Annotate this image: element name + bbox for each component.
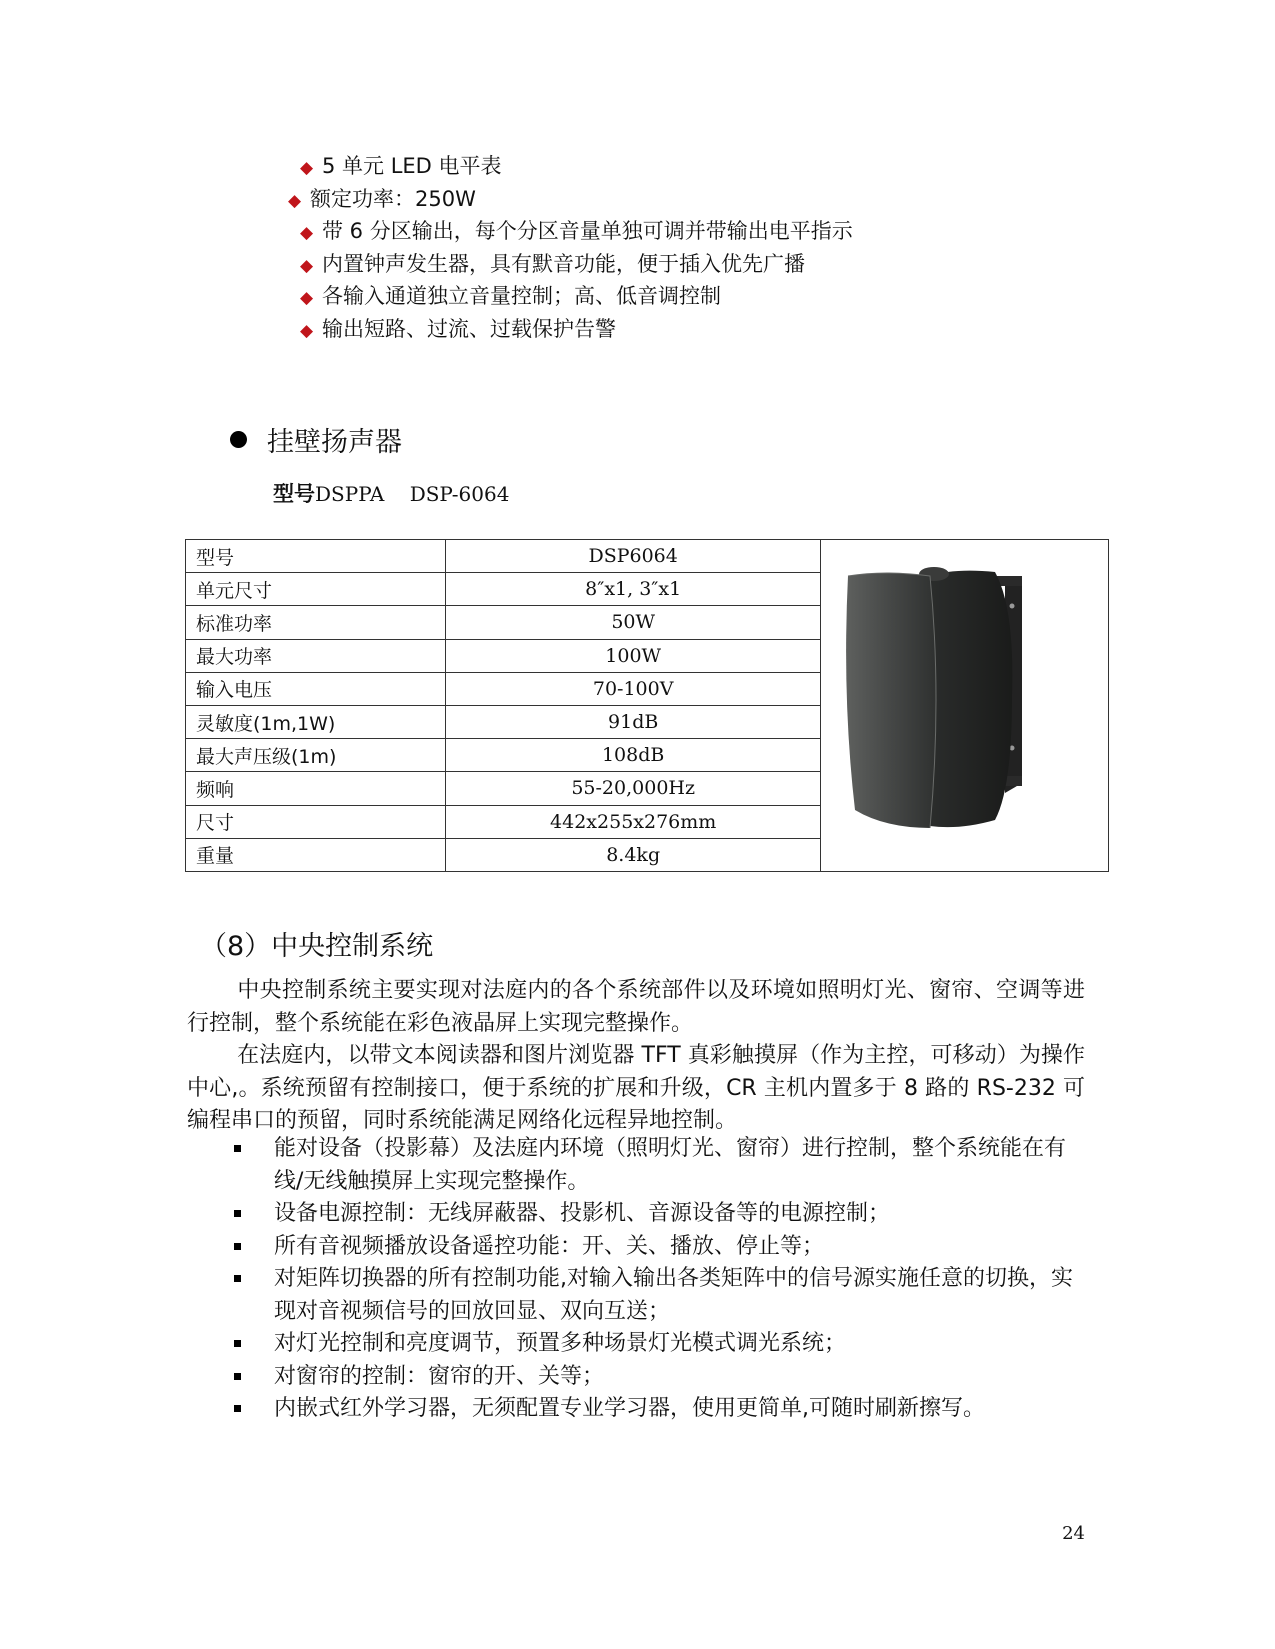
spec-value: 100W: [445, 639, 821, 672]
round-bullet-icon: [230, 431, 247, 448]
speaker-image: [830, 548, 1100, 858]
paragraph: 中央控制系统主要实现对法庭内的各个系统部件以及环境如照明灯光、窗帘、空调等进行控制，整个系统能在彩色液晶屏上实现完整操作。: [187, 978, 1085, 1036]
table-row: [186, 540, 1109, 573]
spec-key: 重量: [186, 838, 446, 871]
spec-key: 最大声压级(1m): [186, 739, 446, 772]
diamond-bullet-icon: ◆: [300, 223, 314, 243]
spec-value: 91dB: [445, 705, 821, 738]
square-bullet-icon: [234, 1405, 241, 1412]
square-bullet-icon: [234, 1243, 241, 1250]
spec-key: 单元尺寸: [186, 573, 446, 606]
list-item: 所有音视频播放设备遥控功能：开、关、播放、停止等；: [232, 1231, 1086, 1264]
paragraph: 在法庭内，以带文本阅读器和图片浏览器 TFT 真彩触摸屏（作为主控，可移动）为操作中心,。系统预留有控制接口，便于系统的扩展和升级，CR 主机内置多于 8 路的 RS-232 可编程串口的预留，同时系统能满足网络化远程异地控制。: [187, 1043, 1085, 1133]
diamond-bullet-icon: ◆: [300, 255, 314, 276]
spec-value: 442x255x276mm: [445, 805, 821, 838]
list-item: 能对设备（投影幕）及法庭内环境（照明灯光、窗帘）进行控制，整个系统能在有线/无线触摸屏上实现完整操作。: [232, 1133, 1086, 1198]
diamond-bullet-icon: ◆: [300, 320, 314, 341]
square-bullet-icon: [234, 1340, 241, 1347]
spec-value: 8.4kg: [445, 838, 821, 871]
speaker-image-cell: [821, 540, 1109, 872]
spec-value: DSP6064: [445, 540, 821, 573]
list-item: ◆ 内置钟声发生器，具有默音功能，便于插入优先广播: [300, 248, 853, 281]
spec-value: 108dB: [445, 739, 821, 772]
list-item: 设备电源控制：无线屏蔽器、投影机、音源设备等的电源控制；: [232, 1198, 1086, 1231]
list-item: ◆ 带 6 分区输出，每个分区音量单独可调并带输出电平指示: [300, 215, 853, 248]
square-bullet-icon: [234, 1210, 241, 1217]
list-item: ◆ 额定功率：250W: [288, 183, 853, 216]
spec-value: 50W: [445, 606, 821, 639]
page-number: 24: [1062, 1523, 1085, 1544]
list-item: ◆ 输出短路、过流、过载保护告警: [300, 313, 853, 346]
model-line: 型号DSPPA DSP-6064: [273, 482, 510, 506]
list-item: 对窗帘的控制：窗帘的开、关等；: [232, 1361, 1086, 1394]
control-bullet-list: [232, 1133, 1086, 1426]
list-item: 内嵌式红外学习器，无须配置专业学习器，使用更简单,可随时刷新擦写。: [232, 1393, 1086, 1426]
spec-key: 标准功率: [186, 606, 446, 639]
list-item: ◆ 各输入通道独立音量控制；高、低音调控制: [300, 280, 853, 313]
spec-key: 最大功率: [186, 639, 446, 672]
spec-table: [185, 539, 1109, 872]
diamond-bullet-icon: ◆: [288, 190, 302, 211]
spec-key: 输入电压: [186, 672, 446, 705]
spec-value: 55-20,000Hz: [445, 772, 821, 805]
diamond-bullet-icon: ◆: [300, 158, 314, 178]
spec-key: 型号: [186, 540, 446, 573]
spec-key: 尺寸: [186, 805, 446, 838]
subsection-heading: （8）中央控制系统: [200, 931, 434, 962]
list-item: 对灯光控制和亮度调节，预置多种场景灯光模式调光系统；: [232, 1328, 1086, 1361]
feature-list: [288, 150, 853, 345]
diamond-bullet-icon: ◆: [300, 288, 314, 308]
list-item: ◆ 5 单元 LED 电平表: [300, 150, 853, 183]
spec-value: 70-100V: [445, 672, 821, 705]
section-heading: 挂壁扬声器: [230, 420, 402, 459]
spec-key: 频响: [186, 772, 446, 805]
spec-key: 灵敏度(1m,1W): [186, 705, 446, 738]
square-bullet-icon: [234, 1275, 241, 1282]
spec-value: 8″x1, 3″x1: [445, 573, 821, 606]
list-item: 对矩阵切换器的所有控制功能,对输入输出各类矩阵中的信号源实施任意的切换，实现对音视频信号的回放回显、双向互送；: [232, 1263, 1086, 1328]
square-bullet-icon: [234, 1145, 241, 1152]
square-bullet-icon: [234, 1373, 241, 1380]
